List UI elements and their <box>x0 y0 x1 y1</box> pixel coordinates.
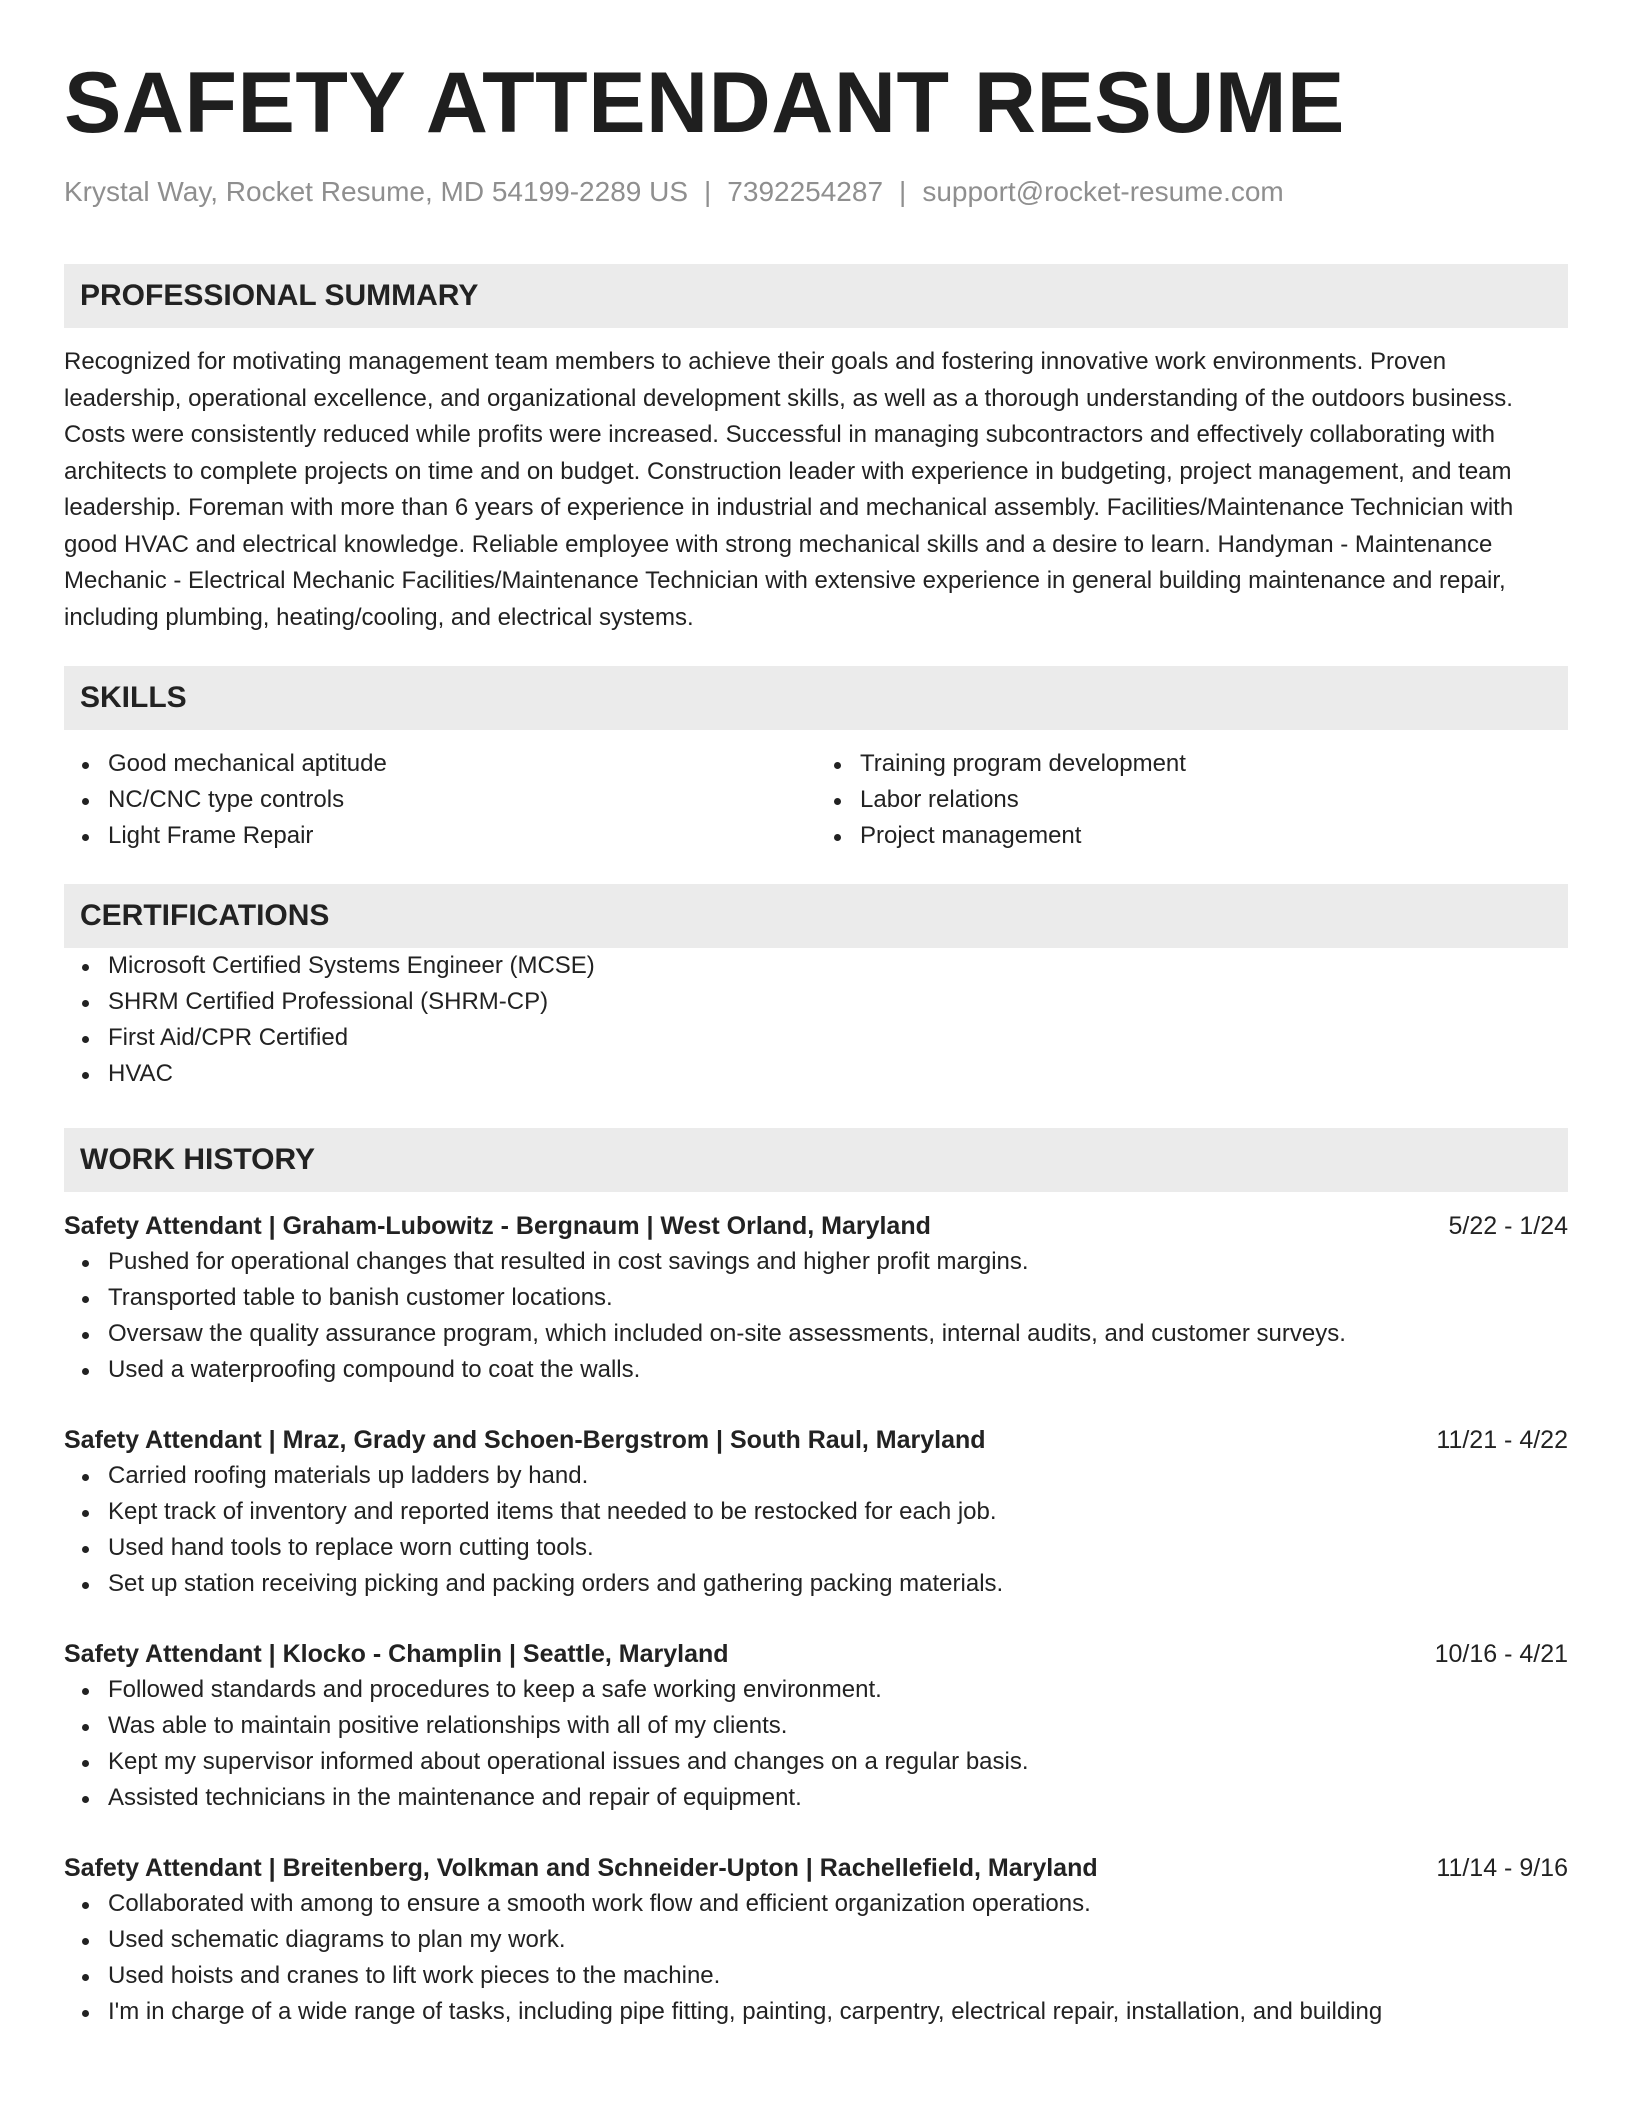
job-bullet: Transported table to banish customer locations. <box>64 1280 1568 1316</box>
job-bullet-list <box>64 1244 1568 1388</box>
skill-item: Project management <box>816 818 1568 854</box>
skills-list-right <box>816 746 1568 854</box>
job-title: Safety Attendant | Klocko - Champlin | Seattle, Maryland <box>64 1640 729 1668</box>
section-header-work-history: WORK HISTORY <box>64 1128 1568 1192</box>
job-bullet: Collaborated with among to ensure a smooth work flow and efficient organization operations. <box>64 1886 1568 1922</box>
section-header-certifications: CERTIFICATIONS <box>64 884 1568 948</box>
contact-line <box>64 174 1568 210</box>
contact-separator: | <box>899 176 907 207</box>
job-entry <box>64 1636 1568 1816</box>
skills-column-right <box>816 746 1568 854</box>
contact-phone: 7392254287 <box>727 176 884 207</box>
job-dates: 11/21 - 4/22 <box>1436 1426 1568 1454</box>
summary-paragraph: Recognized for motivating management team members to achieve their goals and fostering innovative work environments. Proven leadership, operational excellence, and organizational development skills, as well as a thorough understanding of the outdoors business. Costs were consistently reduced while profits were increased. Successful in managing subcontractors and effectively collaborating with architects to complete projects on time and on budget. Construction leader with experience in budgeting, project management, and team leadership. Foreman with more than 6 years of experience in industrial and mechanical assembly. Facilities/Maintenance Technician with good HVAC and electrical knowledge. Reliable employee with strong mechanical skills and a desire to learn. Handyman - Maintenance Mechanic - Electrical Mechanic Facilities/Maintenance Technician with extensive experience in general building maintenance and repair, including plumbing, heating/cooling, and electrical systems. <box>64 348 1514 631</box>
job-title: Safety Attendant | Graham-Lubowitz - Bergnaum | West Orland, Maryland <box>64 1212 931 1240</box>
job-title: Safety Attendant | Breitenberg, Volkman and Schneider-Upton | Rachellefield, Maryland <box>64 1854 1098 1882</box>
skills-column-left <box>64 746 816 854</box>
certification-item: HVAC <box>64 1056 1568 1092</box>
job-bullet: Used hand tools to replace worn cutting tools. <box>64 1530 1568 1566</box>
job-bullet: Used schematic diagrams to plan my work. <box>64 1922 1568 1958</box>
skill-item: Good mechanical aptitude <box>64 746 816 782</box>
section-header-summary: PROFESSIONAL SUMMARY <box>64 264 1568 328</box>
job-header <box>64 1422 1568 1458</box>
job-bullet-list <box>64 1672 1568 1816</box>
job-dates: 5/22 - 1/24 <box>1448 1212 1568 1240</box>
job-dates: 11/14 - 9/16 <box>1436 1854 1568 1882</box>
skill-item: NC/CNC type controls <box>64 782 816 818</box>
job-bullet: Was able to maintain positive relationships with all of my clients. <box>64 1708 1568 1744</box>
job-bullet: Used a waterproofing compound to coat the walls. <box>64 1352 1568 1388</box>
skill-item: Labor relations <box>816 782 1568 818</box>
job-bullet: Assisted technicians in the maintenance and repair of equipment. <box>64 1780 1568 1816</box>
job-bullet: Followed standards and procedures to keep a safe working environment. <box>64 1672 1568 1708</box>
contact-separator: | <box>704 176 712 207</box>
skill-item: Training program development <box>816 746 1568 782</box>
resume-title: SAFETY ATTENDANT RESUME <box>64 55 1345 151</box>
contact-address: Krystal Way, Rocket Resume, MD 54199-2289 US <box>64 176 689 207</box>
job-bullet: Pushed for operational changes that resulted in cost savings and higher profit margins. <box>64 1244 1568 1280</box>
job-bullet: Kept track of inventory and reported items that needed to be restocked for each job. <box>64 1494 1568 1530</box>
job-bullet: Set up station receiving picking and packing orders and gathering packing materials. <box>64 1566 1568 1602</box>
job-title: Safety Attendant | Mraz, Grady and Schoen-Bergstrom | South Raul, Maryland <box>64 1426 986 1454</box>
contact-email: support@rocket-resume.com <box>922 176 1284 207</box>
job-header <box>64 1850 1568 1886</box>
job-bullet: Used hoists and cranes to lift work pieces to the machine. <box>64 1958 1568 1994</box>
skills-grid <box>64 746 1568 854</box>
certifications-list <box>64 948 1568 1092</box>
certification-item: SHRM Certified Professional (SHRM-CP) <box>64 984 1568 1020</box>
skill-item: Light Frame Repair <box>64 818 816 854</box>
job-entry <box>64 1208 1568 1388</box>
job-bullet-list <box>64 1886 1568 2030</box>
section-header-skills: SKILLS <box>64 666 1568 730</box>
job-header <box>64 1208 1568 1244</box>
job-entry <box>64 1850 1568 2030</box>
job-bullet: I'm in charge of a wide range of tasks, including pipe fitting, painting, carpentry, electrical repair, installation, and building <box>64 1994 1568 2030</box>
job-bullet-list <box>64 1458 1568 1602</box>
certification-item: Microsoft Certified Systems Engineer (MCSE) <box>64 948 1568 984</box>
job-header <box>64 1636 1568 1672</box>
job-dates: 10/16 - 4/21 <box>1434 1640 1568 1668</box>
job-entry <box>64 1422 1568 1602</box>
job-bullet: Oversaw the quality assurance program, which included on-site assessments, internal audits, and customer surveys. <box>64 1316 1568 1352</box>
job-bullet: Kept my supervisor informed about operational issues and changes on a regular basis. <box>64 1744 1568 1780</box>
certification-item: First Aid/CPR Certified <box>64 1020 1568 1056</box>
job-bullet: Carried roofing materials up ladders by hand. <box>64 1458 1568 1494</box>
skills-list-left <box>64 746 816 854</box>
